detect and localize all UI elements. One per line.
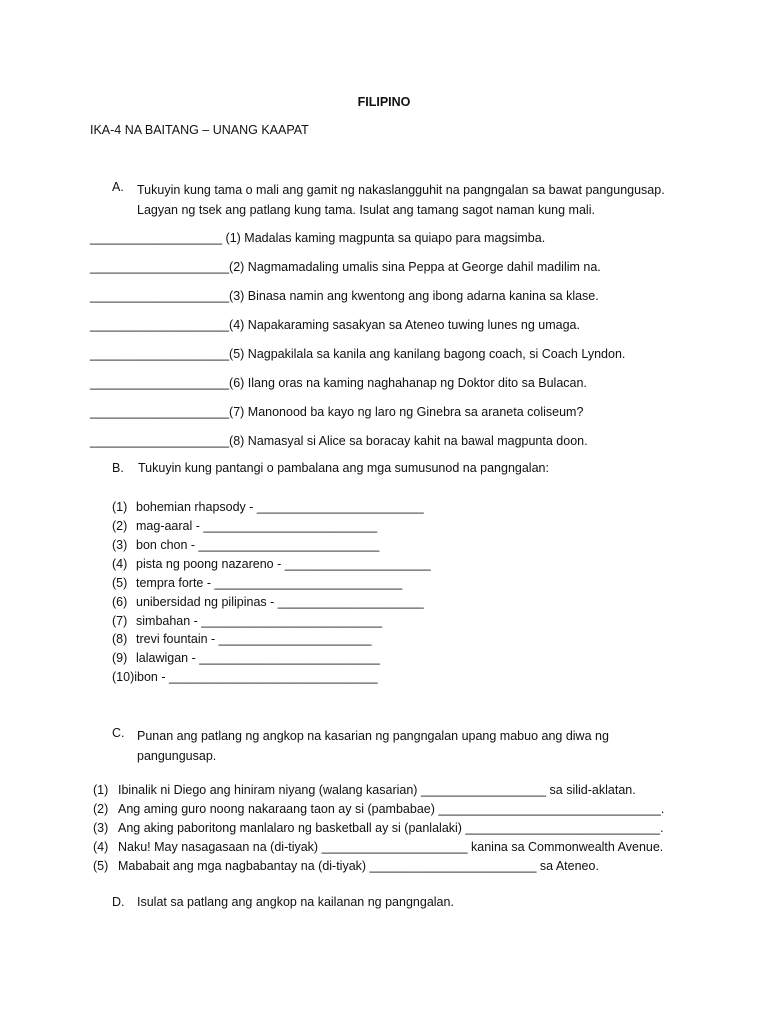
section-a-item: ____________________(8) Namasyal si Alice sa boracay kahit na bawal magpunta doon.: [90, 434, 588, 448]
section-b-item: [112, 519, 377, 534]
section-a-item: ____________________(4) Napakaraming sasakyan sa Ateneo tuwing lunes ng umaga.: [90, 318, 580, 332]
section-a-item: ____________________(2) Nagmamadaling umalis sina Peppa at George dahil madilim na.: [90, 260, 601, 274]
section-b-item: [112, 651, 380, 666]
item-number: (5): [93, 859, 109, 873]
section-b-item: [112, 632, 372, 647]
item-text: bon chon - __________________________: [136, 538, 380, 552]
section-b-item: [112, 557, 431, 572]
section-d-letter: D.: [112, 895, 125, 909]
section-b-item: [112, 614, 382, 629]
section-a-letter: A.: [112, 180, 124, 194]
section-c-item: [93, 821, 664, 836]
section-c-item: [93, 840, 663, 855]
section-a-item: ___________________ (1) Madalas kaming magpunta sa quiapo para magsimba.: [90, 231, 546, 245]
section-b-instruction: Tukuyin kung pantangi o pambalana ang mga sumusunod na pangngalan:: [138, 461, 549, 475]
section-b-item: [112, 538, 379, 553]
section-b-item: [112, 576, 402, 591]
item-text: Mababait ang mga nagbabantay na (di-tiyak) ________________________ sa Ateneo.: [118, 859, 599, 873]
section-b-letter: B.: [112, 461, 124, 475]
section-a-instruction: Tukuyin kung tama o mali ang gamit ng nakaslangguhit na pangngalan sa bawat pangungusap. Lagyan ng tsek ang patlang kung tama. Isulat ang tamang sagot naman kung mali.: [137, 183, 665, 217]
item-text: Ang aking paboritong manlalaro ng basketball ay si (panlalaki) ____________________________.: [118, 821, 664, 835]
item-text: Ang aming guro noong nakaraang taon ay si (pambabae) ________________________________.: [118, 802, 665, 816]
page-title: FILIPINO: [357, 95, 411, 109]
item-number: (3): [112, 538, 128, 552]
section-a-item: ____________________(5) Nagpakilala sa kanila ang kanilang bagong coach, si Coach Lyndon.: [90, 347, 626, 361]
item-text: lalawigan - __________________________: [136, 651, 380, 665]
item-text: tempra forte - ___________________________: [136, 576, 403, 590]
item-number: (4): [112, 557, 128, 571]
section-a-item: ____________________(3) Binasa namin ang kwentong ang ibong adarna kanina sa klase.: [90, 289, 599, 303]
item-number: (2): [93, 802, 109, 816]
section-d-instruction: Isulat sa patlang ang angkop na kailanan ng pangngalan.: [137, 895, 454, 909]
item-text: unibersidad ng pilipinas - _____________________: [136, 595, 424, 609]
section-c-item: [93, 859, 599, 874]
item-number: (1): [112, 500, 128, 514]
section-c-item: [93, 783, 636, 798]
item-text: Naku! May nasagasaan na (di-tiyak) _____________________ kanina sa Commonwealth Avenue.: [118, 840, 664, 854]
item-text: trevi fountain - ______________________: [136, 632, 372, 646]
item-text: mag-aaral - _________________________: [136, 519, 378, 533]
item-number: (8): [112, 632, 128, 646]
item-number: (3): [93, 821, 109, 835]
section-c-letter: C.: [112, 726, 125, 740]
section-a-item: ____________________(7) Manonood ba kayo ng laro ng Ginebra sa araneta coliseum?: [90, 405, 584, 419]
item-text: ibon - ______________________________: [134, 670, 378, 684]
item-number: (6): [112, 595, 128, 609]
item-number: (1): [93, 783, 109, 797]
item-text: pista ng poong nazareno - _____________________: [136, 557, 431, 571]
section-b-item: [112, 670, 378, 685]
item-text: simbahan - __________________________: [136, 614, 383, 628]
item-number: (4): [93, 840, 109, 854]
item-number: (9): [112, 651, 128, 665]
item-text: bohemian rhapsody - ________________________: [136, 500, 424, 514]
section-c-item: [93, 802, 664, 817]
item-text: Ibinalik ni Diego ang hiniram niyang (walang kasarian) __________________ sa silid-aklatan.: [118, 783, 636, 797]
item-number: (10): [112, 670, 135, 684]
section-b-item: [112, 595, 424, 610]
item-number: (7): [112, 614, 128, 628]
item-number: (2): [112, 519, 128, 533]
item-number: (5): [112, 576, 128, 590]
page-subtitle: IKA-4 NA BAITANG – UNANG KAAPAT: [90, 123, 309, 137]
section-a-item: ____________________(6) Ilang oras na kaming naghahanap ng Doktor dito sa Bulacan.: [90, 376, 587, 390]
section-b-item: [112, 500, 424, 515]
section-c-instruction: Punan ang patlang ng angkop na kasarian ng pangngalan upang mabuo ang diwa ng pangungusap.: [137, 729, 609, 763]
